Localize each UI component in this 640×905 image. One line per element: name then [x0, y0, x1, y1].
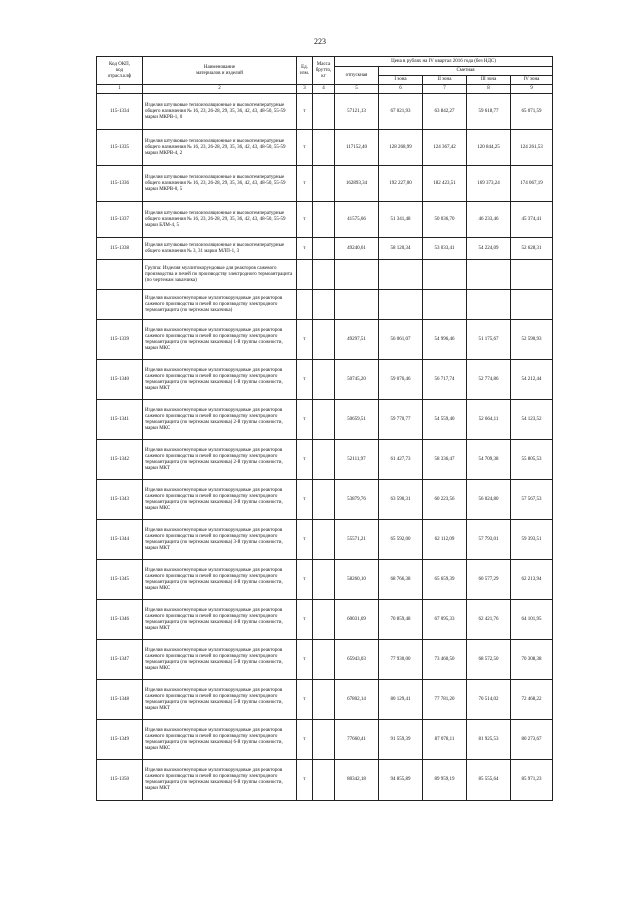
cell-mass — [313, 520, 335, 560]
cell-zone-1: 63 590,31 — [379, 480, 423, 520]
cell-zone-2: 62 112,09 — [423, 520, 467, 560]
cell-code: 115-1348 — [97, 680, 143, 720]
cell-zone-3: 169 373,24 — [467, 166, 511, 202]
cell-zone-1: 68 766,38 — [379, 560, 423, 600]
cell-zone-3: 60 577,29 — [467, 560, 511, 600]
cell-unit: т — [297, 238, 313, 260]
cell-price: 49297,51 — [335, 320, 379, 360]
cell-price — [335, 260, 379, 290]
column-index: 7 — [423, 85, 467, 94]
cell-name: Изделия штучковые теплоизоляционные и высокотемпературные общего назначения № 16, 23, 26-28, 29, 35, 36, 42, 43, 48-50, 55-59 марки БЛМ-4, 5 — [143, 202, 297, 238]
cell-code: 115-1334 — [97, 94, 143, 130]
cell-mass — [313, 202, 335, 238]
cell-zone-4: 54 212,44 — [511, 360, 553, 400]
cell-price: 60031,69 — [335, 600, 379, 640]
cell-zone-1: 128 268,99 — [379, 130, 423, 166]
cell-code: 115-1335 — [97, 130, 143, 166]
header-price: Цена в рублях на IV квартал 2016 года (без НДС) — [335, 57, 553, 67]
cell-zone-2: 73 460,50 — [423, 640, 467, 680]
header-estimate: Сметная — [379, 67, 553, 76]
cell-zone-2: 89 959,19 — [423, 760, 467, 801]
cell-name: Изделия высокоогнеупорные муллитокорундовые для реакторов сажевого производства и печей по производству электродного термоантрацита (по чертежам заказчика) 6-й группы сложности, марки МКС — [143, 720, 297, 760]
cell-zone-2 — [423, 290, 467, 320]
cell-zone-3: 46 233,46 — [467, 202, 511, 238]
header-code: Код ОКП, код отрасл.клф — [97, 57, 143, 85]
cell-code: 115-1350 — [97, 760, 143, 801]
header-zone-1: I зона — [379, 76, 423, 85]
cell-unit: т — [297, 166, 313, 202]
cell-unit: т — [297, 94, 313, 130]
cell-name: Изделия высокоогнеупорные муллитокорундовые для реакторов сажевого производства и печей по производству электродного термоантрацита (по чертежам заказчика) 4-й группы сложности, марки МКТ — [143, 600, 297, 640]
column-index-row — [97, 85, 553, 94]
cell-mass — [313, 400, 335, 440]
cell-price: 57121,13 — [335, 94, 379, 130]
table-row — [97, 400, 553, 440]
cell-unit: т — [297, 202, 313, 238]
column-index: 9 — [511, 85, 553, 94]
column-index: 8 — [467, 85, 511, 94]
cell-code — [97, 290, 143, 320]
cell-zone-4: 80 273,67 — [511, 720, 553, 760]
table-row — [97, 440, 553, 480]
header-zone-2: II зона — [423, 76, 467, 85]
cell-price: 67802,14 — [335, 680, 379, 720]
table-row — [97, 290, 553, 320]
cell-name: Изделия штучковые теплоизоляционные и высокотемпературные общего назначения № 16, 23, 26-28, 29, 35, 36, 42, 43, 48-50, 55-59 марки МКРВ-0, 5 — [143, 166, 297, 202]
cell-code: 115-1339 — [97, 320, 143, 360]
cell-zone-3: 70 514,02 — [467, 680, 511, 720]
cell-mass — [313, 260, 335, 290]
cell-zone-2: 56 717,74 — [423, 360, 467, 400]
column-index: 3 — [297, 85, 313, 94]
cell-name: Изделия высокоогнеупорные муллитокорундовые для реакторов сажевого производства и печей по производству электродного термоантрацита (по чертежам заказчика) 3-й группы сложности, марки МКТ — [143, 520, 297, 560]
page-number: 223 — [314, 37, 326, 46]
cell-zone-4: 59 393,51 — [511, 520, 553, 560]
cell-zone-4: 55 805,53 — [511, 440, 553, 480]
cell-zone-1: 70 859,48 — [379, 600, 423, 640]
table-row — [97, 720, 553, 760]
cell-code: 115-1342 — [97, 440, 143, 480]
table-row — [97, 560, 553, 600]
cell-price: 65943,03 — [335, 640, 379, 680]
cell-zone-2: 58 336,47 — [423, 440, 467, 480]
cell-zone-2: 63 842,27 — [423, 94, 467, 130]
table-row — [97, 202, 553, 238]
cell-zone-3: 51 175,67 — [467, 320, 511, 360]
cell-mass — [313, 720, 335, 760]
cell-zone-4: 45 374,41 — [511, 202, 553, 238]
cell-name: Изделия высокоогнеупорные муллитокорундовые для реакторов сажевого производства и печей по производству электродного термоантрацита (по чертежам заказчика) 2-й группы сложности, марки МКС — [143, 400, 297, 440]
cell-zone-1: 56 061,07 — [379, 320, 423, 360]
table-row — [97, 480, 553, 520]
cell-unit: т — [297, 720, 313, 760]
cell-name: Изделия высокоогнеупорные муллитокорундовые для реакторов сажевого производства и печей по производству электродного термоантрацита (по чертежам заказчика) 4-й группы сложности, марки МКС — [143, 560, 297, 600]
cell-zone-2: 87 078,11 — [423, 720, 467, 760]
table-body — [97, 94, 553, 801]
cell-price: 77660,41 — [335, 720, 379, 760]
cell-zone-4: 174 067,19 — [511, 166, 553, 202]
cell-zone-4: 124 261,53 — [511, 130, 553, 166]
cell-zone-4: 52 590,93 — [511, 320, 553, 360]
cell-mass — [313, 238, 335, 260]
cell-zone-1: 80 129,41 — [379, 680, 423, 720]
cell-name: Изделия высокоогнеупорные муллитокорундовые для реакторов сажевого производства и печей по производству электродного термоантрацита (по чертежам заказчика) 1-й группы сложности, марки МКС — [143, 320, 297, 360]
cell-mass — [313, 680, 335, 720]
cell-zone-3: 57 793,01 — [467, 520, 511, 560]
group-row — [97, 260, 553, 290]
cell-mass — [313, 320, 335, 360]
cell-price: 52111,97 — [335, 440, 379, 480]
cell-price — [335, 290, 379, 320]
cell-mass — [313, 290, 335, 320]
cell-zone-4: 72 468,22 — [511, 680, 553, 720]
cell-zone-4: 62 213,94 — [511, 560, 553, 600]
header-name: Наименование материалов и изделий — [143, 57, 297, 85]
cell-zone-1: 58 120,34 — [379, 238, 423, 260]
cell-zone-4: 64 101,95 — [511, 600, 553, 640]
cell-zone-3: 52 774,86 — [467, 360, 511, 400]
price-table — [96, 56, 553, 801]
cell-unit: т — [297, 360, 313, 400]
table-row — [97, 640, 553, 680]
table-row — [97, 238, 553, 260]
cell-zone-1: 51 341,48 — [379, 202, 423, 238]
header-unit: Ед. изм. — [297, 57, 313, 85]
cell-zone-1 — [379, 290, 423, 320]
cell-price: 162893,34 — [335, 166, 379, 202]
table-row — [97, 760, 553, 801]
cell-zone-4: 85 971,23 — [511, 760, 553, 801]
cell-name: Изделия штучковые теплоизоляционные и высокотемпературные общего назначения № 3, 31 марки МЛП-1, 3 — [143, 238, 297, 260]
cell-code: 115-1345 — [97, 560, 143, 600]
cell-mass — [313, 94, 335, 130]
group-title: Группа: Изделия муллитокорундовые для реакторов сажевого производства и печей по производству электродного термоантрацита (по чертежам заказчика) — [143, 260, 297, 290]
table-row — [97, 600, 553, 640]
cell-unit: т — [297, 400, 313, 440]
header-mass: Масса брутто, кг — [313, 57, 335, 85]
table-row — [97, 520, 553, 560]
cell-zone-1: 94 855,89 — [379, 760, 423, 801]
cell-mass — [313, 480, 335, 520]
cell-mass — [313, 760, 335, 801]
cell-zone-3: 59 618,77 — [467, 94, 511, 130]
cell-zone-3: 54 709,38 — [467, 440, 511, 480]
cell-price: 53879,76 — [335, 480, 379, 520]
cell-unit: т — [297, 320, 313, 360]
cell-unit: т — [297, 640, 313, 680]
cell-zone-3: 62 421,76 — [467, 600, 511, 640]
cell-zone-2: 50 036,70 — [423, 202, 467, 238]
cell-name: Изделия высокоогнеупорные муллитокорундовые для реакторов сажевого производства и печей по производству электродного термоантрацита (по чертежам заказчика) 2-й группы сложности, марки МКТ — [143, 440, 297, 480]
cell-zone-1: 61 427,73 — [379, 440, 423, 480]
cell-zone-1: 77 930,00 — [379, 640, 423, 680]
cell-name: Изделия высокоогнеупорные муллитокорундовые для реакторов сажевого производства и печей по производству электродного термоантрацита (по чертежам заказчика) 1-й группы сложности, марки МКТ — [143, 360, 297, 400]
cell-name: Изделия высокоогнеупорные муллитокорундовые для реакторов сажевого производства и печей по производству электродного термоантрацита (по чертежам заказчика) 5-й группы сложности, марки МКС — [143, 640, 297, 680]
column-index: 1 — [97, 85, 143, 94]
table-row — [97, 166, 553, 202]
cell-zone-1: 67 021,93 — [379, 94, 423, 130]
cell-price: 55571,21 — [335, 520, 379, 560]
column-index: 6 — [379, 85, 423, 94]
cell-unit: т — [297, 520, 313, 560]
cell-zone-3: 52 664,11 — [467, 400, 511, 440]
cell-zone-3 — [467, 260, 511, 290]
cell-zone-2: 53 033,41 — [423, 238, 467, 260]
cell-zone-3: 56 024,80 — [467, 480, 511, 520]
table-row — [97, 360, 553, 400]
cell-zone-2: 182 423,51 — [423, 166, 467, 202]
cell-code: 115-1347 — [97, 640, 143, 680]
table-row — [97, 680, 553, 720]
cell-code: 115-1341 — [97, 400, 143, 440]
cell-mass — [313, 640, 335, 680]
column-index: 4 — [313, 85, 335, 94]
cell-unit: т — [297, 440, 313, 480]
cell-zone-1: 59 076,46 — [379, 360, 423, 400]
cell-mass — [313, 440, 335, 480]
cell-zone-1: 59 770,77 — [379, 400, 423, 440]
cell-zone-4: 52 628,31 — [511, 238, 553, 260]
cell-mass — [313, 600, 335, 640]
cell-unit: т — [297, 600, 313, 640]
header-wholesale: отпускная — [335, 67, 379, 85]
cell-zone-2: 67 095,33 — [423, 600, 467, 640]
cell-mass — [313, 360, 335, 400]
cell-zone-4: 70 308,38 — [511, 640, 553, 680]
cell-price: 58260,10 — [335, 560, 379, 600]
header-zone-4: IV зона — [511, 76, 553, 85]
cell-price: 80342,18 — [335, 760, 379, 801]
cell-unit: т — [297, 130, 313, 166]
cell-zone-2: 54 996,46 — [423, 320, 467, 360]
cell-name: Изделия высокоогнеупорные муллитокорундовые для реакторов сажевого производства и печей по производству электродного термоантрацита (по чертежам заказчика) — [143, 290, 297, 320]
cell-zone-1: 192 227,00 — [379, 166, 423, 202]
cell-zone-2: 54 559,40 — [423, 400, 467, 440]
cell-code: 115-1349 — [97, 720, 143, 760]
cell-code — [97, 260, 143, 290]
cell-zone-4: 65 071,59 — [511, 94, 553, 130]
cell-zone-1: 65 592,00 — [379, 520, 423, 560]
cell-unit — [297, 260, 313, 290]
cell-zone-2 — [423, 260, 467, 290]
cell-zone-3: 85 555,64 — [467, 760, 511, 801]
cell-unit — [297, 290, 313, 320]
cell-code: 115-1337 — [97, 202, 143, 238]
cell-zone-2: 124 367,42 — [423, 130, 467, 166]
cell-mass — [313, 560, 335, 600]
cell-mass — [313, 166, 335, 202]
cell-name: Изделия штучковые теплоизоляционные и высокотемпературные общего назначения № 16, 23, 26-28, 29, 35, 36, 42, 43, 48-50, 55-59 марки МКРВ-1, 0 — [143, 94, 297, 130]
table-row — [97, 94, 553, 130]
cell-code: 115-1336 — [97, 166, 143, 202]
cell-name: Изделия штучковые теплоизоляционные и высокотемпературные общего назначения № 16, 23, 26-28, 29, 35, 36, 42, 43, 48-50, 55-59 марки МКРВ-4, 2 — [143, 130, 297, 166]
header-zone-3: III зона — [467, 76, 511, 85]
cell-unit: т — [297, 680, 313, 720]
cell-price: 117152,40 — [335, 130, 379, 166]
cell-zone-4: 57 567,53 — [511, 480, 553, 520]
cell-code: 115-1343 — [97, 480, 143, 520]
cell-code: 115-1340 — [97, 360, 143, 400]
cell-zone-3 — [467, 290, 511, 320]
cell-name: Изделия высокоогнеупорные муллитокорундовые для реакторов сажевого производства и печей по производству электродного термоантрацита (по чертежам заказчика) 6-й группы сложности, марки МКТ — [143, 760, 297, 801]
cell-zone-3: 81 925,53 — [467, 720, 511, 760]
cell-code: 115-1344 — [97, 520, 143, 560]
column-index: 5 — [335, 85, 379, 94]
cell-unit: т — [297, 480, 313, 520]
cell-unit: т — [297, 560, 313, 600]
cell-zone-1 — [379, 260, 423, 290]
cell-mass — [313, 130, 335, 166]
cell-code: 115-1346 — [97, 600, 143, 640]
cell-zone-4 — [511, 290, 553, 320]
cell-price: 50745,20 — [335, 360, 379, 400]
cell-zone-2: 60 223,56 — [423, 480, 467, 520]
cell-zone-3: 68 572,50 — [467, 640, 511, 680]
cell-code: 115-1338 — [97, 238, 143, 260]
cell-price: 50659,51 — [335, 400, 379, 440]
table-row — [97, 320, 553, 360]
table-row — [97, 130, 553, 166]
cell-zone-3: 54 224,09 — [467, 238, 511, 260]
column-index: 2 — [143, 85, 297, 94]
cell-zone-4: 54 123,52 — [511, 400, 553, 440]
cell-zone-4 — [511, 260, 553, 290]
cell-price: 49240,61 — [335, 238, 379, 260]
cell-zone-1: 91 559,39 — [379, 720, 423, 760]
cell-unit: т — [297, 760, 313, 801]
cell-name: Изделия высокоогнеупорные муллитокорундовые для реакторов сажевого производства и печей по производству электродного термоантрацита (по чертежам заказчика) 5-й группы сложности, марки МКТ — [143, 680, 297, 720]
cell-price: 41575,66 — [335, 202, 379, 238]
cell-zone-2: 77 781,20 — [423, 680, 467, 720]
cell-zone-3: 120 844,25 — [467, 130, 511, 166]
cell-name: Изделия высокоогнеупорные муллитокорундовые для реакторов сажевого производства и печей по производству электродного термоантрацита (по чертежам заказчика) 3-й группы сложности, марки МКС — [143, 480, 297, 520]
cell-zone-2: 65 659,39 — [423, 560, 467, 600]
